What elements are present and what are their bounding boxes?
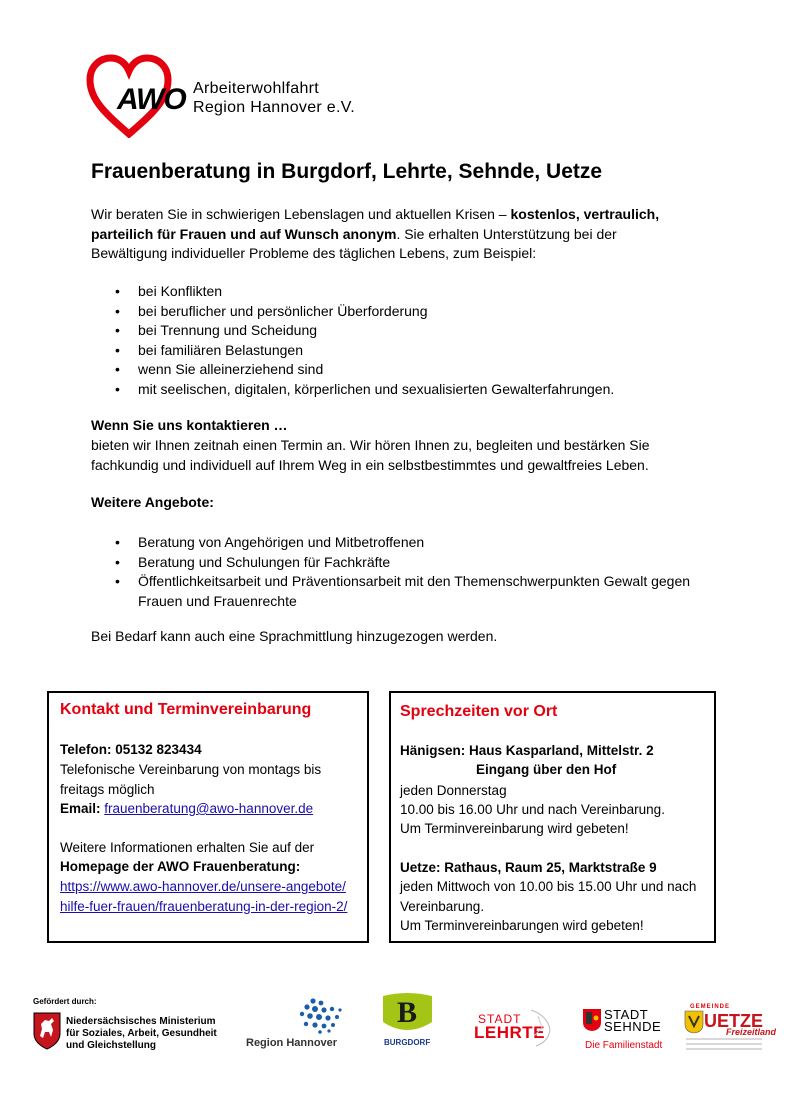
location1-label: Hänigsen: [400,743,470,758]
sehnde-name-label: SEHNDE [604,1019,662,1034]
lower-saxony-horse-icon [33,1012,61,1050]
ministry-line: für Soziales, Arbeit, Gesundheit [66,1028,217,1039]
phone-number: Telefon: 05132 823434 [60,742,202,757]
uetze-gemeinde-label: GEMEINDE [690,1004,731,1010]
sehnde-slogan: Die Familienstadt [585,1040,663,1051]
svg-text:B: B [396,996,418,1029]
uetze-crest-icon [684,1010,704,1034]
intro-text-2: . Sie erhalten Unterstützung bei der Bewältigung individueller Probleme des täglichen Lebens, zum Beispiel: [91,225,617,261]
email-label: Email: [60,801,105,816]
sehnde-crest-icon [582,1008,602,1032]
contact-box-heading: Kontakt und Terminvereinbarung [60,701,312,718]
homepage-link[interactable]: https://www.awo-hannover.de/unsere-angebote/hilfe-fuer-frauen/frauenberatung-in-der-region-2/ [60,879,348,914]
location1-entrance: Eingang über den Hof [476,762,617,777]
region-hannover-label: Region Hannover [246,1037,338,1049]
uetze-slogan: Freizeitland [726,1027,777,1037]
list-item: • bei Konflikten [91,282,711,302]
org-name-line1: Arbeiterwohlfahrt [193,80,320,97]
info-text: Weitere Informationen erhalten Sie auf der [60,840,315,855]
uetze-name-label: UETZE [704,1011,764,1031]
org-name-line2: Region Hannover e.V. [193,99,355,116]
office-hours-box [389,691,716,943]
ministry-text [66,1016,217,1052]
list-item: • bei familiären Belastungen [91,341,711,361]
burgdorf-label: BURGDORF [384,1038,431,1047]
contact-text: bieten wir Ihnen zeitnah einen Termin an. Wir hören Ihnen zu, begleiten und bestärken Sie fachkundig und individuell auf Ihrem Weg in ein selbstbestimmtes und gewaltfreies Leben. [91,437,650,473]
list-item: • bei beruflicher und persönlicher Überforderung [91,302,711,322]
homepage-label: Homepage der AWO Frauenberatung: [60,859,301,874]
intro-text-1: Wir beraten Sie in schwierigen Lebenslagen und aktuellen Krisen – [91,206,511,222]
burgdorf-logo-icon [380,990,435,1038]
location1-day: jeden Donnerstag [400,783,507,798]
uetze-fineprint-lines [684,1036,764,1054]
contact-box [47,691,369,943]
lehrte-name-label: LEHRTE [474,1023,545,1042]
intro-bold: kostenlos, vertraulich, parteilich für Frauen und auf Wunsch anonym [91,206,660,242]
contact-heading: Wenn Sie uns kontaktieren … [91,417,288,433]
funded-by-label: Gefördert durch: [33,997,97,1006]
list-item: • bei Trennung und Scheidung [91,321,711,341]
list-item: • wenn Sie alleinerziehend sind [91,360,711,380]
email-line [60,799,360,819]
location2-heading: Uetze: Rathaus, Raum 25, Marktstraße 9 [400,860,657,875]
sehnde-stadt-label: STADT [604,1007,649,1022]
hours-box-heading: Sprechzeiten vor Ort [400,703,558,720]
support-list [91,282,711,399]
list-item: • Beratung von Angehörigen und Mitbetroffenen [91,533,711,553]
location1-place: Haus Kasparland, Mittelstr. 2 [469,743,654,758]
location2-time: jeden Mittwoch von 10.00 bis 15.00 Uhr und nach Vereinbarung. [400,879,697,914]
phone-note: Telefonische Vereinbarung von montags bis freitags möglich [60,762,322,797]
list-item: • Öffentlichkeitsarbeit und Präventionsarbeit mit den Themenschwerpunkten Gewalt gegen Frauen und Frauenrechte [91,572,711,611]
location2-note: Um Terminvereinbarungen wird gebeten! [400,918,644,933]
ministry-line: und Gleichstellung [66,1040,157,1051]
location1-time: 10.00 bis 16.00 Uhr und nach Vereinbarung. [400,802,665,817]
email-link[interactable]: frauenberatung@awo-hannover.de [104,801,314,816]
list-item: • mit seelischen, digitalen, körperlichen und sexualisierten Gewalterfahrungen. [91,380,711,400]
page-title: Frauenberatung in Burgdorf, Lehrte, Sehnde, Uetze [91,160,603,183]
further-offers-heading: Weitere Angebote: [91,494,214,510]
awo-logo-text: AWO [117,83,186,116]
lehrte-star-icon [528,1006,554,1048]
further-offers-list [91,533,711,611]
intro-paragraph [91,205,691,264]
lehrte-stadt-label: STADT [478,1012,522,1026]
list-item: • Beratung und Schulungen für Fachkräfte [91,553,711,573]
interpreting-note: Bei Bedarf kann auch eine Sprachmittlung hinzugezogen werden. [91,628,498,644]
region-hannover-logo-icon [295,997,345,1035]
location1-line [400,743,654,758]
ministry-line: Niedersächsisches Ministerium [66,1016,216,1027]
homepage-url [60,877,350,916]
location1-note: Um Terminvereinbarung wird gebeten! [400,821,629,836]
